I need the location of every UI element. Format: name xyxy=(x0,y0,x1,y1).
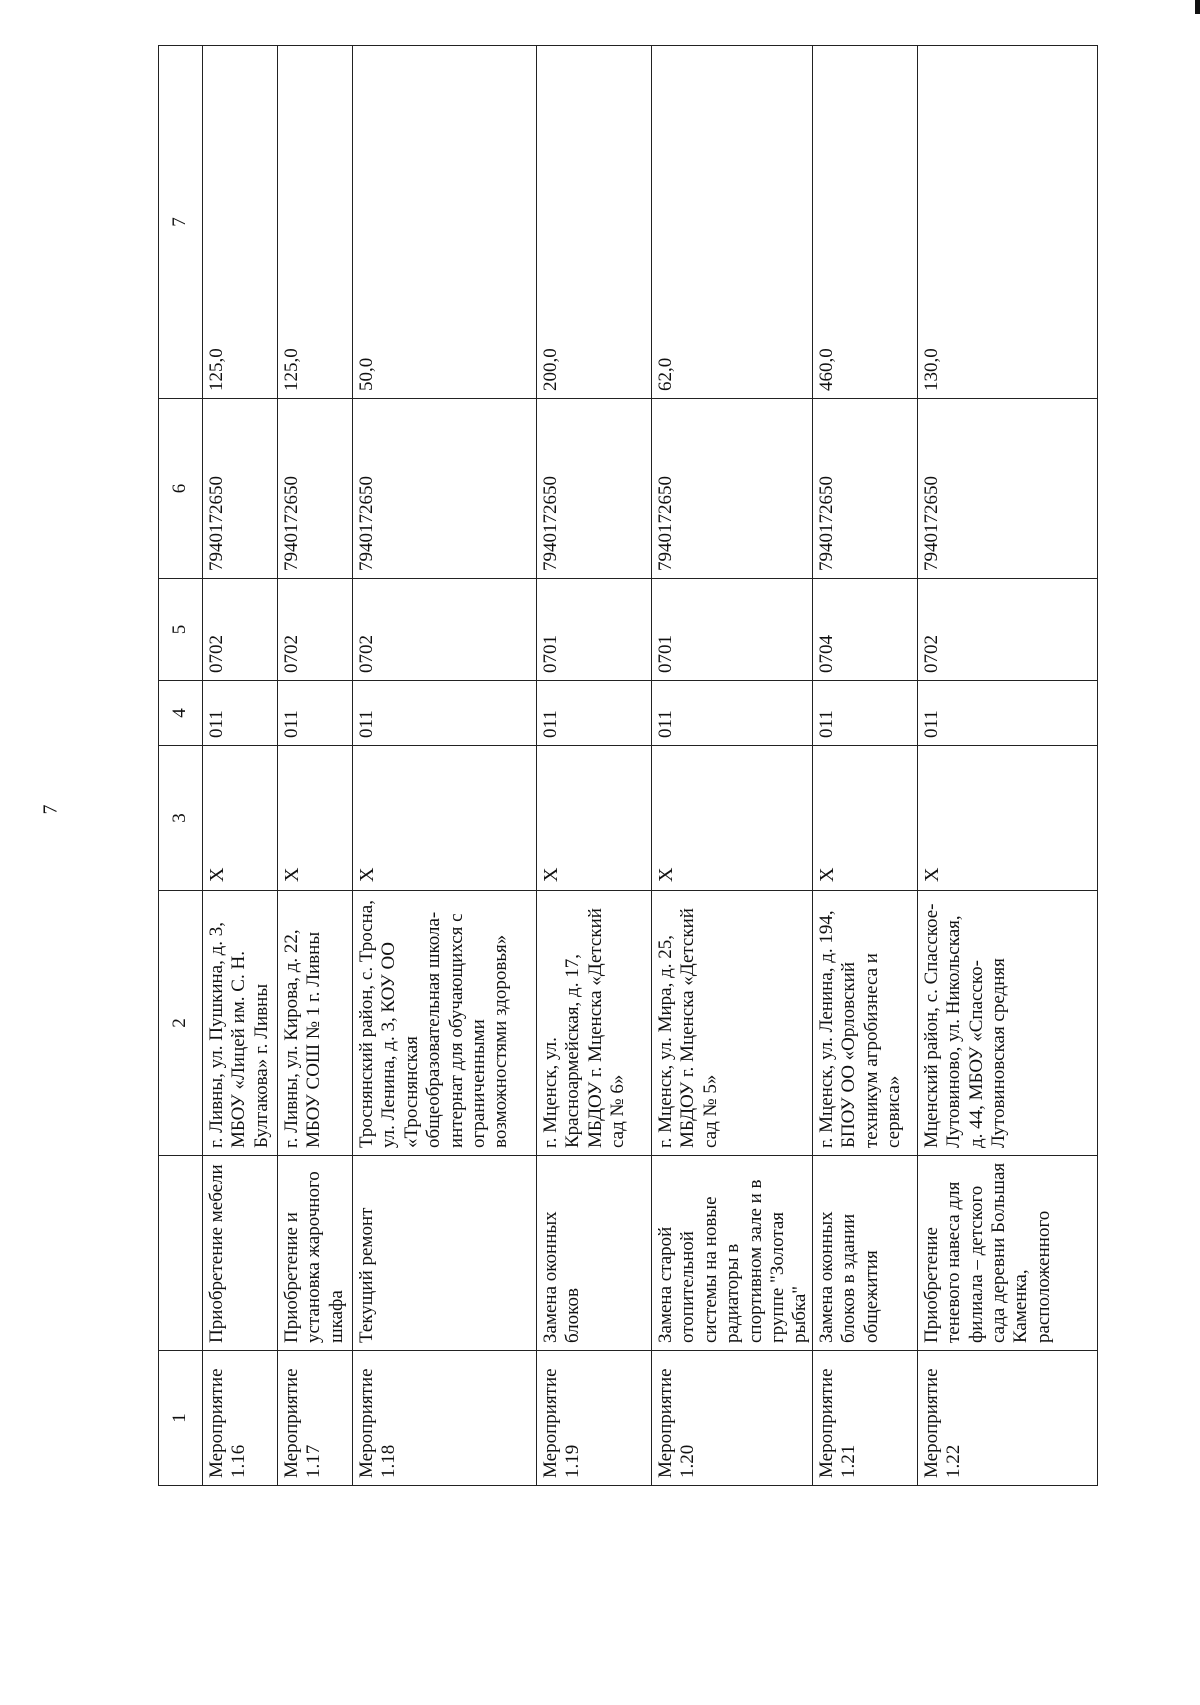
table-row xyxy=(652,46,813,1486)
rotated-table-container xyxy=(158,46,1068,1486)
code6-cell: 7940172650 xyxy=(652,399,813,579)
code4-cell: 011 xyxy=(812,681,917,746)
address-cell: г. Мценск, ул. Ленина, д. 194, БПОУ ОО «Орловский техникум агробизнеса и сервиса» xyxy=(812,891,917,1156)
amount-cell: 200,0 xyxy=(537,46,652,399)
header-col-1: 1 xyxy=(159,1351,203,1486)
code5-cell: 0704 xyxy=(812,579,917,681)
page-number: 7 xyxy=(39,804,62,815)
event-cell: Мероприятие 1.20 xyxy=(652,1351,813,1486)
mark-cell: Х xyxy=(812,746,917,891)
amount-cell: 130,0 xyxy=(917,46,1097,399)
code6-cell: 7940172650 xyxy=(203,399,278,579)
description-cell: Приобретение мебели xyxy=(203,1156,278,1351)
event-cell: Мероприятие 1.16 xyxy=(203,1351,278,1486)
amount-cell: 50,0 xyxy=(353,46,537,399)
table-row xyxy=(917,46,1097,1486)
address-cell: Мценский район, с. Спасское-Лутовиново, ул. Никольская, д. 44, МБОУ «Спасско-Лутовиновская средняя xyxy=(917,891,1097,1156)
amount-cell: 460,0 xyxy=(812,46,917,399)
header-col-6: 6 xyxy=(159,399,203,579)
header-col-3: 3 xyxy=(159,746,203,891)
description-cell: Текущий ремонт xyxy=(353,1156,537,1351)
address-cell: Троснянский район, с. Тросна, ул. Ленина, д. 3, КОУ ОО «Троснянская общеобразовательная школа-интернат для обучающихся с ограниченными возможностями здоровья» xyxy=(353,891,537,1156)
event-cell: Мероприятие 1.17 xyxy=(278,1351,353,1486)
mark-cell: Х xyxy=(353,746,537,891)
description-cell: Замена оконных блоков xyxy=(537,1156,652,1351)
table-row xyxy=(203,46,278,1486)
code5-cell: 0702 xyxy=(203,579,278,681)
table-header-row xyxy=(159,46,203,1486)
code5-cell: 0702 xyxy=(917,579,1097,681)
amount-cell: 62,0 xyxy=(652,46,813,399)
amount-cell: 125,0 xyxy=(203,46,278,399)
description-cell: Приобретение и установка жарочного шкафа xyxy=(278,1156,353,1351)
mark-cell: Х xyxy=(917,746,1097,891)
code6-cell: 7940172650 xyxy=(812,399,917,579)
address-cell: г. Мценск, ул. Красноармейская, д. 17, МБДОУ г. Мценска «Детский сад № 6» xyxy=(537,891,652,1156)
mark-cell: Х xyxy=(537,746,652,891)
code5-cell: 0701 xyxy=(652,579,813,681)
table-row xyxy=(812,46,917,1486)
code4-cell: 011 xyxy=(203,681,278,746)
header-col-blank xyxy=(159,1156,203,1351)
code6-cell: 7940172650 xyxy=(278,399,353,579)
code4-cell: 011 xyxy=(278,681,353,746)
mark-cell: Х xyxy=(278,746,353,891)
code4-cell: 011 xyxy=(537,681,652,746)
code4-cell: 011 xyxy=(917,681,1097,746)
code4-cell: 011 xyxy=(353,681,537,746)
table-row xyxy=(537,46,652,1486)
address-cell: г. Ливны, ул. Кирова, д. 22, МБОУ СОШ № 1 г. Ливны xyxy=(278,891,353,1156)
code6-cell: 7940172650 xyxy=(917,399,1097,579)
address-cell: г. Ливны, ул. Пушкина, д. 3, МБОУ «Лицей им. С. Н. Булгакова» г. Ливны xyxy=(203,891,278,1156)
address-cell: г. Мценск, ул. Мира, д. 25, МБДОУ г. Мценска «Детский сад № 5» xyxy=(652,891,813,1156)
description-cell: Замена оконных блоков в здании общежития xyxy=(812,1156,917,1351)
mark-cell: Х xyxy=(203,746,278,891)
code4-cell: 011 xyxy=(652,681,813,746)
events-table xyxy=(158,45,1098,1486)
event-cell: Мероприятие 1.18 xyxy=(353,1351,537,1486)
event-cell: Мероприятие 1.19 xyxy=(537,1351,652,1486)
header-col-5: 5 xyxy=(159,579,203,681)
event-cell: Мероприятие 1.22 xyxy=(917,1351,1097,1486)
amount-cell: 125,0 xyxy=(278,46,353,399)
table-row xyxy=(353,46,537,1486)
code5-cell: 0702 xyxy=(278,579,353,681)
description-cell: Замена старой отопительной системы на новые радиаторы в спортивном зале и в группе "Золотая рыбка" xyxy=(652,1156,813,1351)
header-col-7: 7 xyxy=(159,46,203,399)
mark-cell: Х xyxy=(652,746,813,891)
code6-cell: 7940172650 xyxy=(353,399,537,579)
scan-corner-mark xyxy=(1195,0,1200,14)
code5-cell: 0702 xyxy=(353,579,537,681)
header-col-2: 2 xyxy=(159,891,203,1156)
code6-cell: 7940172650 xyxy=(537,399,652,579)
code5-cell: 0701 xyxy=(537,579,652,681)
header-col-4: 4 xyxy=(159,681,203,746)
description-cell: Приобретение теневого навеса для филиала – детского сада деревни Большая Каменка, расположенного xyxy=(917,1156,1097,1351)
event-cell: Мероприятие 1.21 xyxy=(812,1351,917,1486)
table-row xyxy=(278,46,353,1486)
